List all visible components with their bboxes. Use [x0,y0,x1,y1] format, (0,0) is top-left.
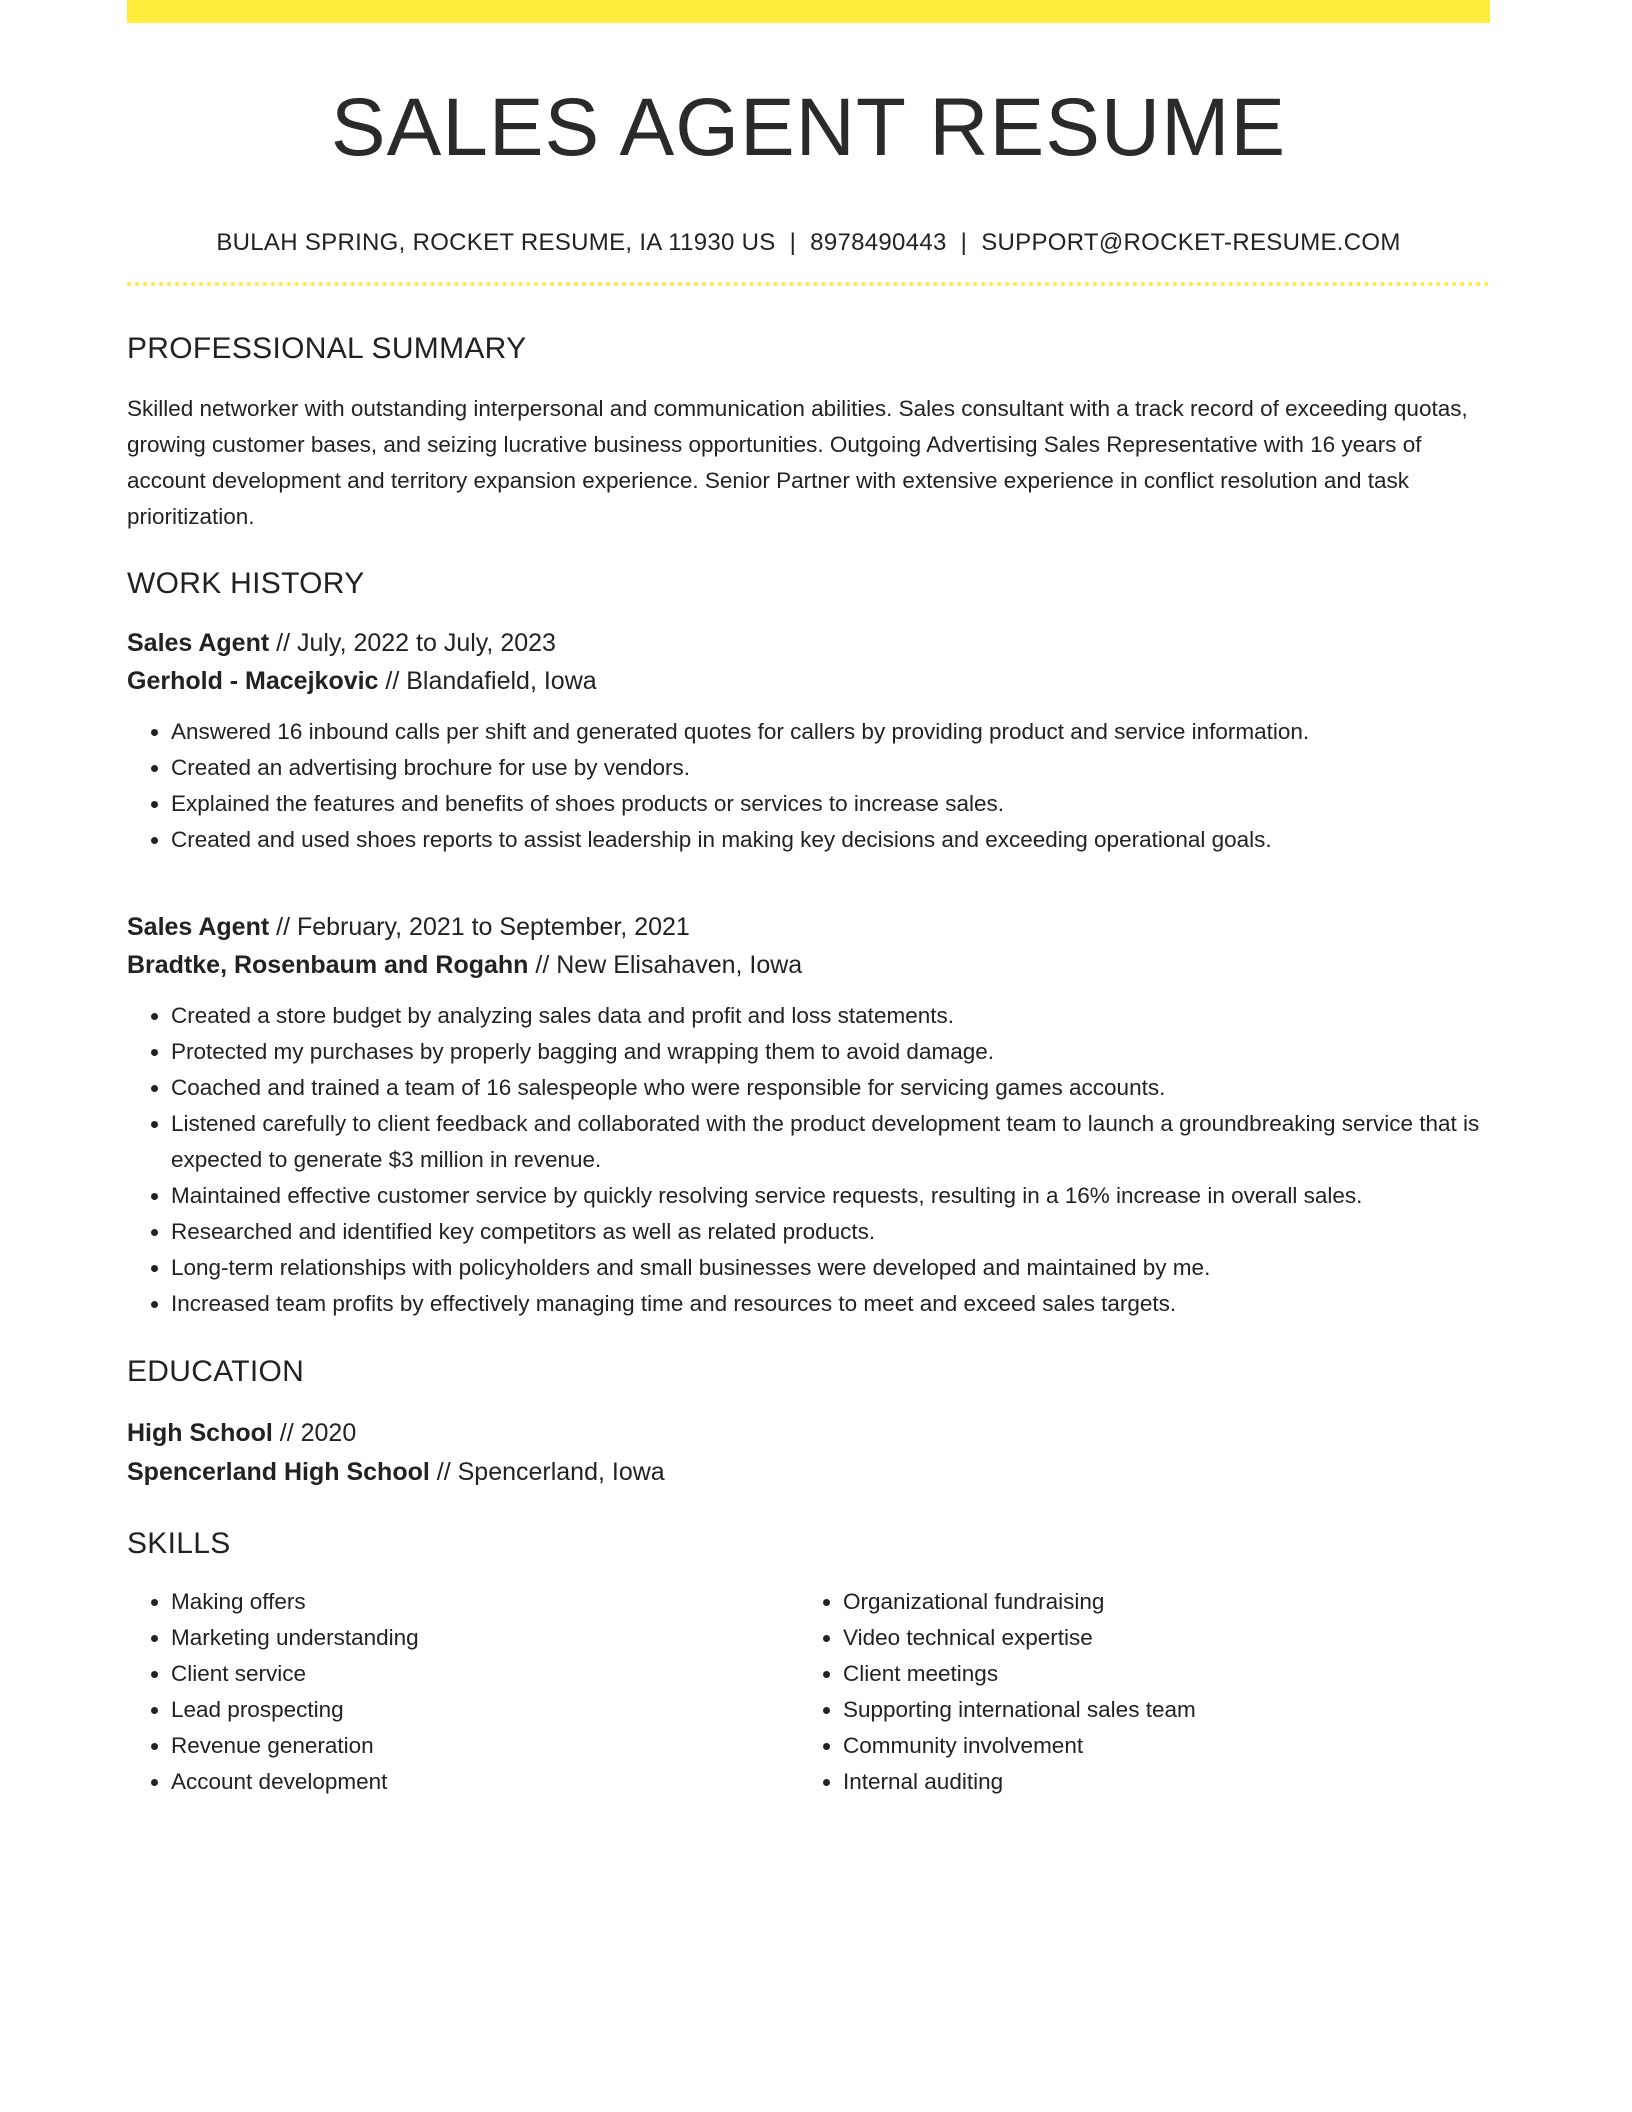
education-school-line [127,1453,1490,1492]
job-bullet: • Increased team profits by effectively managing time and resources to meet and exceed sales targets. [171,1286,1490,1322]
job-bullet: • Answered 16 inbound calls per shift and generated quotes for callers by providing product and service information. [171,714,1490,750]
skills-grid [127,1584,1490,1800]
education-heading: EDUCATION [127,1355,305,1388]
skill-item: • Making offers [171,1584,799,1620]
job-bullet: • Explained the features and benefits of shoes products or services to increase sales. [171,786,1490,822]
job-bullet: • Protected my purchases by properly bagging and wrapping them to avoid damage. [171,1034,1490,1070]
skill-item: • Account development [171,1764,799,1800]
contact-line [127,228,1490,258]
job-company: Gerhold - Macejkovic [127,667,379,695]
dotted-divider [127,282,1490,286]
skills-heading: SKILLS [127,1527,231,1560]
skills-column-left [127,1584,799,1800]
summary-heading: PROFESSIONAL SUMMARY [127,332,527,365]
education-year: // 2020 [272,1419,357,1447]
work-history-heading: WORK HISTORY [127,567,365,600]
job-bullet: • Listened carefully to client feedback and collaborated with the product development team to launch a groundbreaking service that is expected to generate $3 million in revenue. [171,1106,1490,1178]
skill-item: • Supporting international sales team [843,1692,1471,1728]
job-company-line [127,946,1490,984]
job-bullets [127,714,1490,858]
skill-item: • Revenue generation [171,1728,799,1764]
job-company-line [127,662,1490,700]
job-title-line [127,624,1490,662]
job-bullets [127,998,1490,1322]
skill-item: • Client meetings [843,1656,1471,1692]
contact-phone: 8978490443 [810,229,947,256]
job-location: // New Elisahaven, Iowa [528,951,803,979]
skills-column-right [799,1584,1471,1800]
job-location: // Blandafield, Iowa [378,667,597,695]
job-title-line [127,908,1490,946]
summary-text: Skilled networker with outstanding interpersonal and communication abilities. Sales consultant with a track record of exceeding quotas, growing customer bases, and seizing lucrative business opportunities. Outgoing Advertising Sales Representative with 16 years of account development and territory expansion experience. Senior Partner with extensive experience in conflict resolution and task prioritization. [127,396,1468,529]
skill-item: • Community involvement [843,1728,1471,1764]
job-bullet: • Researched and identified key competitors as well as related products. [171,1214,1490,1250]
job-bullet: • Created a store budget by analyzing sales data and profit and loss statements. [171,998,1490,1034]
skill-item: • Video technical expertise [843,1620,1471,1656]
skill-item: • Marketing understanding [171,1620,799,1656]
resume-content [127,0,1490,1800]
education-location: // Spencerland, Iowa [429,1458,665,1486]
page-title: SALES AGENT RESUME [330,82,1287,173]
education-entry [127,1414,1490,1492]
education-degree-line [127,1414,1490,1453]
skill-item: • Internal auditing [843,1764,1471,1800]
contact-separator: | [789,229,797,256]
job-company: Bradtke, Rosenbaum and Rogahn [127,951,529,979]
job-title: Sales Agent [127,913,270,941]
job-entry [127,908,1490,1322]
skill-item: • Client service [171,1656,799,1692]
education-school: Spencerland High School [127,1458,430,1486]
job-bullet: • Maintained effective customer service by quickly resolving service requests, resulting in a 16% increase in overall sales. [171,1178,1490,1214]
job-entry [127,624,1490,858]
job-bullet: • Created and used shoes reports to assist leadership in making key decisions and exceeding operational goals. [171,822,1490,858]
skill-item: • Organizational fundraising [843,1584,1471,1620]
job-dates: // February, 2021 to September, 2021 [269,913,690,941]
job-title: Sales Agent [127,629,270,657]
job-bullet: • Created an advertising brochure for use by vendors. [171,750,1490,786]
skill-item: • Lead prospecting [171,1692,799,1728]
contact-separator: | [960,229,968,256]
contact-address: BULAH SPRING, ROCKET RESUME, IA 11930 US [216,229,776,256]
contact-email: SUPPORT@ROCKET-RESUME.COM [981,229,1401,256]
job-dates: // July, 2022 to July, 2023 [269,629,556,657]
job-bullet: • Long-term relationships with policyholders and small businesses were developed and maintained by me. [171,1250,1490,1286]
education-degree: High School [127,1419,273,1447]
job-bullet: • Coached and trained a team of 16 salespeople who were responsible for servicing games accounts. [171,1070,1490,1106]
